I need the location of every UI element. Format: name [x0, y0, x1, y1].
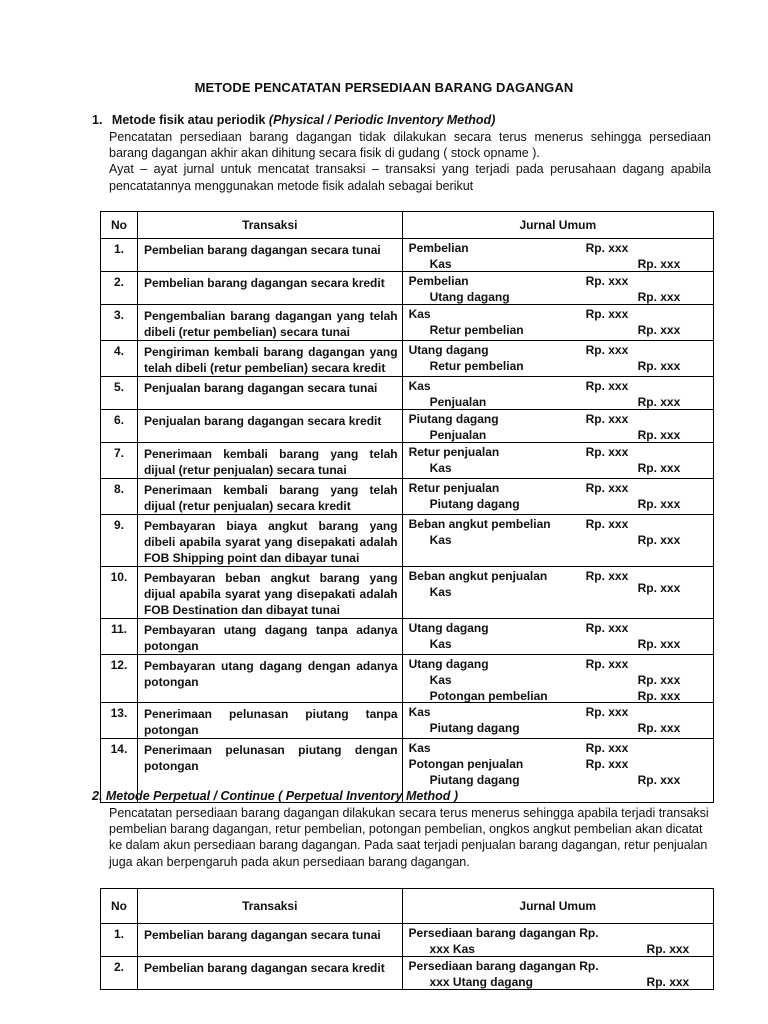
credit-account: Penjualan: [429, 428, 487, 442]
row-number: 10.: [110, 570, 128, 584]
debit-account: Beban angkut pembelian: [408, 517, 551, 531]
cell-transaksi: [137, 239, 402, 272]
table-header-row: [101, 889, 714, 924]
transaction-text: Pembayaran beban angkut barang yang dijual apabila syarat yang disepakati adalah FOB Destination dan dibayat tunai: [143, 571, 398, 617]
debit-amount: Rp. xxx: [585, 343, 629, 357]
debit-account: Piutang dagang: [408, 412, 499, 426]
credit-account: Kas: [429, 461, 452, 475]
cell-no: [101, 567, 138, 619]
para-line: ke dalam akun persediaan barang dagangan. Pada saat terjadi penjualan barang dagangan, retur penjualan: [109, 838, 708, 853]
cell-no: [101, 410, 138, 443]
credit-account: Kas: [429, 637, 452, 651]
section2-paragraph: [109, 805, 731, 870]
section2-heading-text: 2. Metode Perpetual / Continue ( Perpetual Inventory Method ): [92, 789, 459, 803]
debit-account: Utang dagang: [408, 343, 489, 357]
debit-amount: Rp. xxx: [585, 621, 629, 635]
cell-no: [101, 515, 138, 567]
transaction-text: Penjualan barang dagangan secara tunai: [143, 381, 378, 395]
cell-transaksi: [137, 703, 402, 739]
debit-amount: Rp. xxx: [585, 307, 629, 321]
cell-jurnal: [402, 341, 713, 377]
row-number: 13.: [110, 706, 128, 720]
table-row: [101, 377, 714, 410]
para-line: barang dagangan akhir akan dihitung secara fisik di gudang ( stock opname ).: [109, 146, 540, 161]
cell-jurnal: [402, 924, 713, 957]
cell-jurnal: [402, 957, 713, 990]
table-row: [101, 479, 714, 515]
credit-amount: Rp. xxx: [637, 533, 681, 547]
credit-amount: Rp. xxx: [637, 323, 681, 337]
para-line: pencatatannya menggunakan metode fisik adalah sebagai berikut: [109, 178, 474, 193]
section1-number: 1.: [92, 113, 103, 127]
cell-jurnal: [402, 377, 713, 410]
row-number: 6.: [113, 413, 124, 427]
credit-account: Penjualan: [429, 395, 487, 409]
credit-account: Utang dagang: [429, 290, 510, 304]
table-row: [101, 619, 714, 655]
debit-amount: Rp. xxx: [585, 741, 629, 755]
cell-transaksi: [137, 567, 402, 619]
table-row: [101, 272, 714, 305]
transaction-text: Pembayaran utang dagang tanpa adanya potongan: [143, 623, 398, 653]
table-header-row: [101, 212, 714, 239]
credit-account: Kas: [429, 585, 452, 599]
debit-amount: Rp. xxx: [585, 274, 629, 288]
transaction-text: Penerimaan pelunasan piutang tanpa potongan: [143, 707, 398, 737]
transaction-text: Penjualan barang dagangan secara kredit: [143, 414, 382, 428]
debit-amount: Rp. xxx: [585, 517, 629, 531]
row-number: 2.: [113, 960, 124, 974]
cell-transaksi: [137, 924, 402, 957]
debit-account: Beban angkut penjualan: [408, 569, 548, 583]
cell-no: [101, 443, 138, 479]
credit-amount: Rp. xxx: [637, 359, 681, 373]
debit-amount: Rp. xxx: [585, 569, 629, 583]
debit-amount: Rp. xxx: [585, 412, 629, 426]
transaction-text: Penerimaan kembali barang yang telah dijual (retur penjualan) secara tunai: [143, 447, 398, 477]
cell-transaksi: [137, 377, 402, 410]
cell-no: [101, 239, 138, 272]
header-no: No: [101, 212, 138, 239]
table-row: [101, 655, 714, 703]
section1-paragraph: [109, 129, 711, 194]
debit-amount: Rp. xxx: [585, 445, 629, 459]
section1-heading-text: Metode fisik atau periodik: [111, 113, 266, 127]
table-row: [101, 957, 714, 990]
cell-jurnal: [402, 515, 713, 567]
cell-no: [101, 305, 138, 341]
transaction-text: Pengembalian barang dagangan yang telah dibeli (retur pembelian) secara tunai: [143, 309, 398, 339]
header-no: No: [101, 889, 138, 924]
cell-jurnal: [402, 410, 713, 443]
row-number: 12.: [110, 658, 128, 672]
credit-account: Kas: [429, 673, 452, 687]
row-number: 1.: [113, 242, 124, 256]
table-row: [101, 443, 714, 479]
cell-no: [101, 341, 138, 377]
credit-amount: Rp. xxx: [637, 257, 681, 271]
debit-amount: Rp. xxx: [585, 241, 629, 255]
transaction-text: Pembelian barang dagangan secara tunai: [143, 243, 381, 257]
header-jurnal-umum: Jurnal Umum: [402, 212, 713, 239]
para-line: juga akan berpengaruh pada akun persediaan barang dagangan.: [109, 854, 470, 869]
row-number: 7.: [113, 446, 124, 460]
table-row: [101, 239, 714, 272]
cell-no: [101, 957, 138, 990]
debit-account: Kas: [408, 307, 431, 321]
para-line: Pencatatan persediaan barang dagangan dilakukan secara terus menerus sehingga apabila terjadi transaksi: [109, 806, 709, 820]
cell-transaksi: [137, 655, 402, 703]
cell-no: [101, 479, 138, 515]
credit-account: Potongan pembelian: [429, 689, 548, 703]
section2-heading: [92, 789, 458, 803]
debit-account: Utang dagang: [408, 621, 489, 635]
header-transaksi: Transaksi: [137, 212, 402, 239]
credit-amount: Rp. xxx: [637, 673, 681, 687]
cell-jurnal: [402, 272, 713, 305]
debit-amount: Rp. xxx: [585, 757, 629, 771]
credit-account: Kas: [429, 257, 452, 271]
cell-no: [101, 655, 138, 703]
table-row: [101, 515, 714, 567]
cell-jurnal: [402, 305, 713, 341]
cell-transaksi: [137, 515, 402, 567]
row-number: 9.: [113, 518, 124, 532]
debit-amount: Rp. xxx: [585, 705, 629, 719]
debit-account: Kas: [408, 741, 431, 755]
cell-transaksi: [137, 479, 402, 515]
debit-account: Kas: [408, 379, 431, 393]
credit-amount: Rp. xxx: [637, 497, 681, 511]
credit-account: Retur pembelian: [429, 323, 524, 337]
cell-jurnal: [402, 239, 713, 272]
credit-amount: Rp. xxx: [637, 773, 681, 787]
credit-amount: Rp. xxx: [637, 428, 681, 442]
section1-heading-italic: (Physical / Periodic Inventory Method): [268, 113, 496, 127]
table-row: [101, 305, 714, 341]
debit-account: Pembelian: [408, 241, 469, 255]
row-number: 1.: [113, 927, 124, 941]
table-row: [101, 924, 714, 957]
document-title: METODE PENCATATAN PERSEDIAAN BARANG DAGANGAN: [194, 80, 574, 95]
cell-transaksi: [137, 272, 402, 305]
credit-account: Retur pembelian: [429, 359, 524, 373]
journal-table-periodic: [100, 211, 714, 803]
credit-account: Piutang dagang: [429, 497, 520, 511]
debit-amount: Rp. xxx: [585, 481, 629, 495]
cell-transaksi: [137, 305, 402, 341]
table-row: [101, 567, 714, 619]
row-number: 4.: [113, 344, 124, 358]
debit-account: Retur penjualan: [408, 481, 500, 495]
transaction-text: Pembelian barang dagangan secara tunai: [143, 928, 381, 942]
debit-amount: Rp. xxx: [585, 657, 629, 671]
row-number: 3.: [113, 308, 124, 322]
para-line: Pencatatan persediaan barang dagangan tidak dilakukan secara terus menerus sehingga persediaan: [109, 130, 711, 144]
debit-account: Utang dagang: [408, 657, 489, 671]
credit-account: Kas: [429, 533, 452, 547]
credit-amount: Rp. xxx: [637, 290, 681, 304]
debit-account: Retur penjualan: [408, 445, 500, 459]
header-jurnal-umum: Jurnal Umum: [402, 889, 713, 924]
journal-amount: Rp. xxx: [646, 975, 690, 989]
cell-transaksi: [137, 410, 402, 443]
row-number: 2.: [113, 275, 124, 289]
cell-transaksi: [137, 619, 402, 655]
credit-account: Piutang dagang: [429, 721, 520, 735]
cell-no: [101, 703, 138, 739]
credit-account: Piutang dagang: [429, 773, 520, 787]
credit-amount: Rp. xxx: [637, 461, 681, 475]
transaction-text: Pembelian barang dagangan secara kredit: [143, 961, 385, 975]
journal-line: xxx Kas: [429, 942, 475, 956]
row-number: 11.: [110, 622, 127, 636]
transaction-text: Penerimaan kembali barang yang telah dijual (retur penjualan) secara kredit: [143, 483, 398, 513]
transaction-text: Pembayaran utang dagang dengan adanya potongan: [143, 659, 398, 689]
credit-amount: Rp. xxx: [637, 637, 681, 651]
cell-jurnal: [402, 567, 713, 619]
cell-transaksi: [137, 443, 402, 479]
table-row: [101, 703, 714, 739]
journal-table-perpetual: [100, 888, 714, 990]
cell-jurnal: [402, 443, 713, 479]
credit-amount: Rp. xxx: [637, 721, 681, 735]
debit-account: Pembelian: [408, 274, 469, 288]
transaction-text: Pengiriman kembali barang dagangan yang telah dibeli (retur pembelian) secara kredit: [143, 345, 398, 375]
debit-account: Potongan penjualan: [408, 757, 524, 771]
cell-jurnal: [402, 703, 713, 739]
cell-no: [101, 272, 138, 305]
cell-transaksi: [137, 341, 402, 377]
para-line: pembelian barang dagangan, retur pembelian, potongan pembelian, ongkos angkut pembelian akan dicatat: [109, 822, 703, 837]
table-row: [101, 410, 714, 443]
journal-line: xxx Utang dagang: [429, 975, 533, 989]
debit-account: Kas: [408, 705, 431, 719]
cell-no: [101, 619, 138, 655]
row-number: 5.: [113, 380, 124, 394]
credit-amount: Rp. xxx: [637, 689, 681, 703]
debit-amount: Rp. xxx: [585, 379, 629, 393]
cell-transaksi: [137, 957, 402, 990]
row-number: 8.: [113, 482, 124, 496]
table-row: [101, 341, 714, 377]
journal-line: Persediaan barang dagangan Rp.: [408, 959, 599, 973]
cell-jurnal: [402, 619, 713, 655]
header-transaksi: Transaksi: [137, 889, 402, 924]
journal-amount: Rp. xxx: [646, 942, 690, 956]
cell-jurnal: [402, 479, 713, 515]
transaction-text: Penerimaan pelunasan piutang dengan potongan: [143, 743, 398, 773]
credit-amount: Rp. xxx: [637, 581, 681, 595]
journal-line: Persediaan barang dagangan Rp.: [408, 926, 599, 940]
para-line: Ayat – ayat jurnal untuk mencatat transaksi – transaksi yang terjadi pada perusahaan dagang apabila: [109, 162, 711, 177]
cell-jurnal: [402, 655, 713, 703]
cell-no: [101, 377, 138, 410]
transaction-text: Pembelian barang dagangan secara kredit: [143, 276, 385, 290]
row-number: 14.: [110, 742, 128, 756]
cell-no: [101, 924, 138, 957]
section1-heading: [92, 113, 495, 127]
transaction-text: Pembayaran biaya angkut barang yang dibeli apabila syarat yang disepakati adalah FOB Shipping point dan dibayar tunai: [143, 519, 398, 565]
credit-amount: Rp. xxx: [637, 395, 681, 409]
